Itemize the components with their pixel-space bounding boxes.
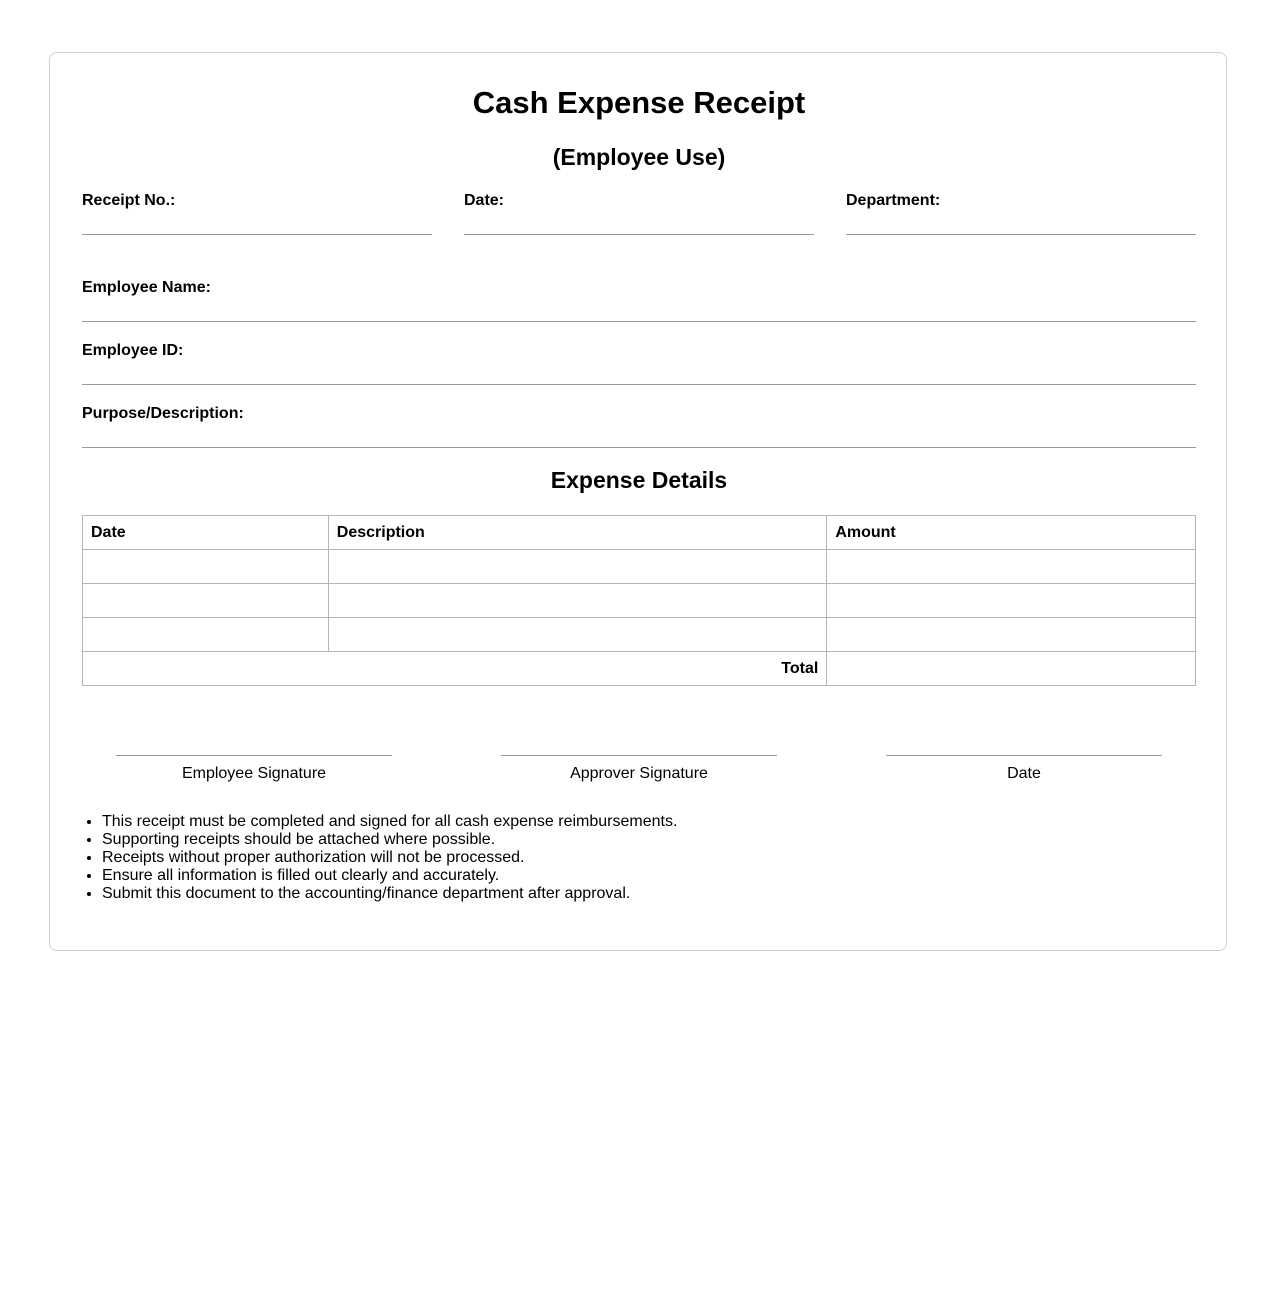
column-header-amount: Amount <box>827 516 1196 550</box>
total-row <box>83 652 1196 686</box>
signature-date-line <box>886 755 1162 756</box>
notes-list <box>82 813 677 903</box>
approver-signature-label: Approver Signature <box>570 765 708 782</box>
receipt-content <box>82 53 1196 952</box>
table-cell-description[interactable] <box>328 618 827 652</box>
purpose-label: Purpose/Description: <box>82 405 244 422</box>
receipt-no-label: Receipt No.: <box>82 192 176 209</box>
approver-signature-line <box>501 755 777 756</box>
page-title: Cash Expense Receipt <box>472 85 806 120</box>
employee-signature-label: Employee Signature <box>181 765 327 782</box>
list-item: • Ensure all information is filled out clearly and accurately. <box>102 867 677 885</box>
purpose-field[interactable] <box>82 404 1196 448</box>
receipt-no-field[interactable] <box>82 191 432 235</box>
expense-details-heading: Expense Details <box>550 467 728 493</box>
table-cell-date[interactable] <box>83 618 329 652</box>
table-row <box>83 618 1196 652</box>
list-item: • Supporting receipts should be attached where possible. <box>102 831 677 849</box>
page-subtitle: (Employee Use) <box>552 144 726 170</box>
list-item: • Receipts without proper authorization will not be processed. <box>102 849 677 867</box>
table-cell-date[interactable] <box>83 550 329 584</box>
column-header-description: Description <box>328 516 827 550</box>
signature-date-label: Date <box>1007 765 1041 782</box>
table-cell-description[interactable] <box>328 584 827 618</box>
employee-name-field[interactable] <box>82 278 1196 322</box>
date-label: Date: <box>464 192 505 209</box>
expense-table-header <box>83 516 1196 550</box>
list-item: • This receipt must be completed and signed for all cash expense reimbursements. <box>102 813 677 831</box>
employee-id-line <box>82 384 1196 385</box>
department-line <box>846 234 1196 235</box>
table-cell-amount[interactable] <box>827 550 1196 584</box>
date-field[interactable] <box>464 191 814 235</box>
expense-table <box>82 515 1196 686</box>
column-header-date: Date <box>83 516 329 550</box>
signature-date[interactable] <box>886 755 1162 784</box>
receipt-card <box>49 52 1227 951</box>
date-line <box>464 234 814 235</box>
employee-signature-line <box>116 755 392 756</box>
total-label: Total <box>83 652 827 686</box>
employee-signature[interactable] <box>116 755 392 784</box>
table-row <box>83 550 1196 584</box>
table-cell-date[interactable] <box>83 584 329 618</box>
purpose-line <box>82 447 1196 448</box>
employee-name-label: Employee Name: <box>82 279 211 296</box>
department-label: Department: <box>846 192 941 209</box>
approver-signature[interactable] <box>501 755 777 784</box>
employee-id-label: Employee ID: <box>82 342 184 359</box>
department-field[interactable] <box>846 191 1196 235</box>
table-cell-amount[interactable] <box>827 618 1196 652</box>
employee-id-field[interactable] <box>82 341 1196 385</box>
receipt-no-line <box>82 234 432 235</box>
list-item: • Submit this document to the accounting/finance department after approval. <box>102 885 677 903</box>
employee-name-line <box>82 321 1196 322</box>
table-cell-amount[interactable] <box>827 584 1196 618</box>
total-value[interactable] <box>827 652 1196 686</box>
table-row <box>83 584 1196 618</box>
table-cell-description[interactable] <box>328 550 827 584</box>
